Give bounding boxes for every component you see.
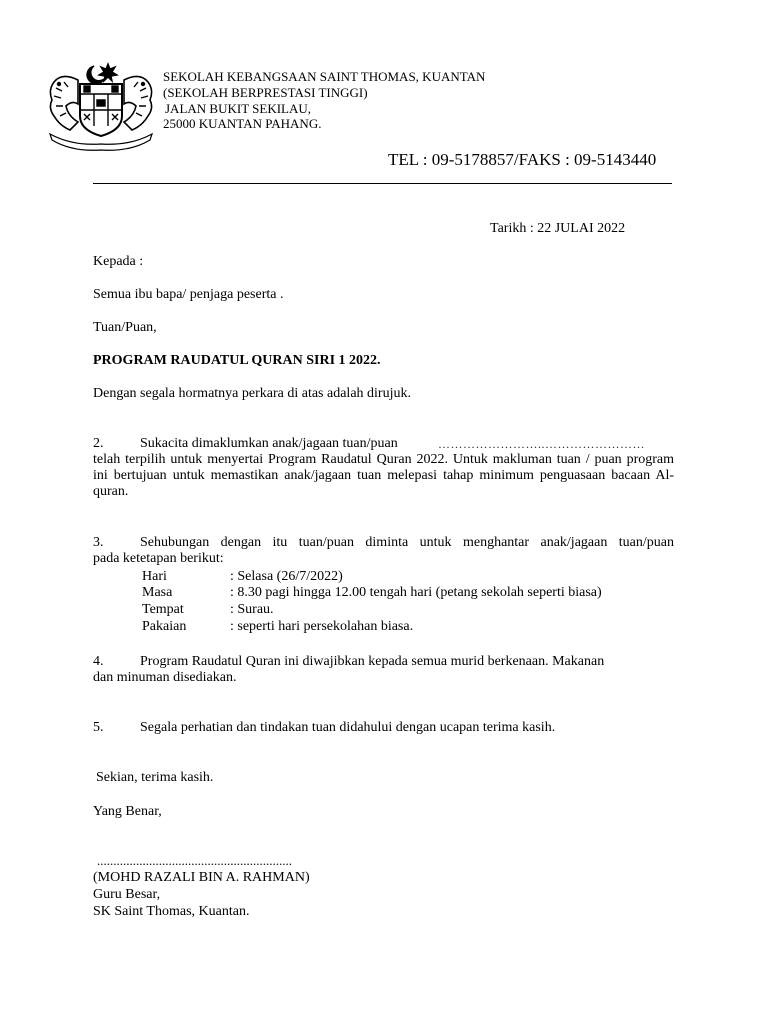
school-status: (SEKOLAH BERPRESTASI TINGGI) <box>163 85 368 100</box>
paragraph-4-first-line: Program Raudatul Quran ini diwajibkan kepada semua murid berkenaan. Makanan <box>140 654 605 669</box>
detail-label: Tempat <box>142 602 184 617</box>
paragraph-3-number: 3. <box>93 535 104 550</box>
student-name-blank[interactable]: ……………………..…………………… <box>438 437 645 451</box>
signature-line: ............................................................ <box>97 853 292 868</box>
paragraph-3-second-line: pada ketetapan berikut: <box>93 551 224 566</box>
recipient-name: Semua ibu bapa/ penjaga peserta . <box>93 287 284 302</box>
malaysia-coat-of-arms-icon <box>42 60 160 152</box>
paragraph-2-body: telah terpilih untuk menyertai Program Raudatul Quran 2022. Untuk makluman tuan / puan program ini bertujuan untuk memastikan anak/jagaan tuan melepasi tahap minimum penguasaan bacaan Al-quran. <box>93 452 674 499</box>
detail-value: : 8.30 pagi hingga 12.00 tengah hari (petang sekolah seperti biasa) <box>230 585 602 600</box>
signatory-school: SK Saint Thomas, Kuantan. <box>93 904 250 919</box>
paragraph-2-first-line: Sukacita dimaklumkan anak/jagaan tuan/puan <box>140 436 398 451</box>
detail-label: Hari <box>142 569 167 584</box>
paragraph-2-number: 2. <box>93 436 104 451</box>
address-line-2: 25000 KUANTAN PAHANG. <box>163 116 322 131</box>
address-line-1: JALAN BUKIT SEKILAU, <box>165 101 312 116</box>
date-line: Tarikh : 22 JULAI 2022 <box>490 221 626 236</box>
paragraph-4-number: 4. <box>93 654 104 669</box>
header-divider <box>93 183 672 184</box>
closing-sekian: Sekian, terima kasih. <box>96 770 214 785</box>
signatory-title: Guru Besar, <box>93 887 161 902</box>
detail-label: Pakaian <box>142 619 187 634</box>
detail-label: Masa <box>142 585 173 600</box>
intro-paragraph: Dengan segala hormatnya perkara di atas adalah dirujuk. <box>93 386 411 401</box>
contact-line: TEL : 09-5178857/FAKS : 09-5143440 <box>388 150 657 169</box>
paragraph-4-second-line: dan minuman disediakan. <box>93 670 237 685</box>
detail-value: : Selasa (26/7/2022) <box>230 569 343 584</box>
subject-heading: PROGRAM RAUDATUL QURAN SIRI 1 2022. <box>93 353 381 368</box>
paragraph-5-number: 5. <box>93 720 104 735</box>
recipient-label: Kepada : <box>93 254 144 269</box>
salutation: Tuan/Puan, <box>93 320 157 335</box>
signatory-name: (MOHD RAZALI BIN A. RAHMAN) <box>93 870 310 885</box>
closing-yang-benar: Yang Benar, <box>93 804 162 819</box>
detail-value: : Surau. <box>230 602 274 617</box>
detail-value: : seperti hari persekolahan biasa. <box>230 619 414 634</box>
paragraph-3-first-line: Sehubungan dengan itu tuan/puan diminta untuk menghantar anak/jagaan tuan/puan <box>140 535 674 550</box>
paragraph-5-text: Segala perhatian dan tindakan tuan didahului dengan ucapan terima kasih. <box>140 720 556 735</box>
school-name: SEKOLAH KEBANGSAAN SAINT THOMAS, KUANTAN <box>163 69 486 84</box>
